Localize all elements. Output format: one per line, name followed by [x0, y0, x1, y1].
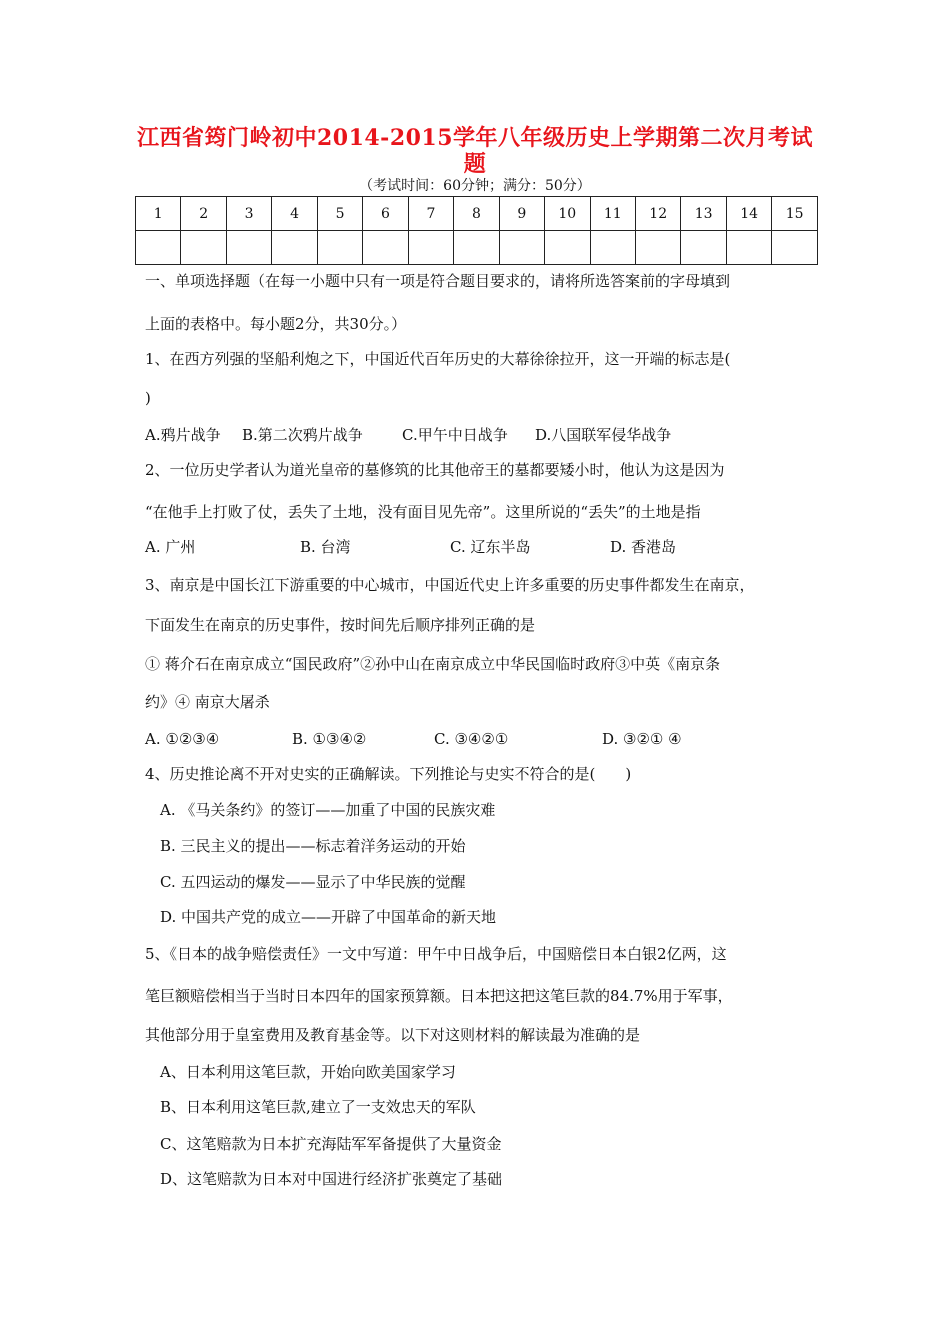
q5-stem-line2: 笔巨额赔偿相当于当时日本四年的国家预算额。日本把这把这笔巨款的84.7%用于军事，: [145, 987, 733, 1005]
answer-number-cell: 12: [635, 197, 680, 231]
q3-option-a[interactable]: A. ①②③④: [145, 730, 220, 748]
q3-stem-line1: 3、南京是中国长江下游重要的中心城市，中国近代史上许多重要的历史事件都发生在南京，: [145, 576, 755, 594]
answer-number-cell: 11: [590, 197, 635, 231]
answer-number-cell: 1: [136, 197, 181, 231]
answer-table-blank-row: [136, 231, 818, 265]
q5-option-c[interactable]: C、这笔赔款为日本扩充海陆军军备提供了大量资金: [160, 1135, 502, 1153]
exam-title-line2: 题: [463, 151, 487, 177]
q1-option-d[interactable]: D.八国联军侵华战争: [535, 426, 672, 444]
answer-blank-cell[interactable]: [136, 231, 181, 265]
q2-options: [145, 537, 676, 557]
answer-number-cell: 9: [499, 197, 544, 231]
q1-option-c[interactable]: C.甲午中日战争: [402, 426, 508, 444]
answer-number-cell: 10: [545, 197, 590, 231]
section-heading-line2: 上面的表格中。每小题2分，共30分。）: [145, 315, 407, 333]
q4-option-d[interactable]: D. 中国共产党的成立——开辟了中国革命的新天地: [160, 908, 497, 926]
q5-option-a[interactable]: A、日本利用这笔巨款，开始向欧美国家学习: [160, 1063, 456, 1081]
answer-blank-cell[interactable]: [726, 231, 771, 265]
answer-blank-cell[interactable]: [499, 231, 544, 265]
answer-table: [135, 196, 818, 265]
answer-table-number-row: [136, 197, 818, 231]
answer-blank-cell[interactable]: [226, 231, 271, 265]
answer-blank-cell[interactable]: [635, 231, 680, 265]
q5-stem-line3: 其他部分用于皇室费用及教育基金等。以下对这则材料的解读最为准确的是: [145, 1026, 641, 1044]
q4-option-b[interactable]: B. 三民主义的提出——标志着洋务运动的开始: [160, 837, 466, 855]
q1-stem-line1: 1、在西方列强的坚船利炮之下，中国近代百年历史的大幕徐徐拉开，这一开端的标志是(: [145, 350, 731, 368]
answer-number-cell: 13: [681, 197, 726, 231]
q4-stem: 4、历史推论离不开对史实的正确解读。下列推论与史实不符合的是( ): [145, 765, 632, 783]
q4-option-a[interactable]: A. 《马关条约》的签订——加重了中国的民族灾难: [160, 801, 496, 819]
section-heading-line1: 一、单项选择题（在每一小题中只有一项是符合题目要求的，请将所选答案前的字母填到: [145, 272, 731, 290]
answer-blank-cell[interactable]: [681, 231, 726, 265]
q2-option-c[interactable]: C. 辽东半岛: [450, 538, 531, 556]
q5-option-d[interactable]: D、这笔赔款为日本对中国进行经济扩张奠定了基础: [160, 1170, 503, 1188]
exam-title-line1: 江西省筠门岭初中2014-2015学年八年级历史上学期第二次月考试: [136, 125, 814, 151]
q3-option-d[interactable]: D. ③②① ④: [602, 730, 682, 748]
q2-option-a[interactable]: A. 广州: [145, 538, 196, 556]
q3-stem-line3: ① 蒋介石在南京成立“国民政府”②孙中山在南京成立中华民国临时政府③中英《南京条: [145, 655, 721, 673]
q4-option-c[interactable]: C. 五四运动的爆发——显示了中华民族的觉醒: [160, 873, 466, 891]
answer-blank-cell[interactable]: [772, 231, 818, 265]
q3-stem-line4: 约》④ 南京大屠杀: [145, 693, 270, 711]
answer-number-cell: 7: [408, 197, 453, 231]
answer-blank-cell[interactable]: [454, 231, 499, 265]
q3-option-b[interactable]: B. ①③④②: [292, 730, 367, 748]
answer-blank-cell[interactable]: [590, 231, 635, 265]
answer-number-cell: 3: [226, 197, 271, 231]
q2-stem-line2: “在他手上打败了仗，丢失了土地，没有面目见先帝”。这里所说的“丢失”的土地是指: [145, 503, 701, 521]
answer-number-cell: 8: [454, 197, 499, 231]
q1-option-a[interactable]: A.鸦片战争: [145, 426, 221, 444]
answer-blank-cell[interactable]: [408, 231, 453, 265]
q2-stem-line1: 2、一位历史学者认为道光皇帝的墓修筑的比其他帝王的墓都要矮小时，他认为这是因为: [145, 461, 725, 479]
answer-blank-cell[interactable]: [181, 231, 226, 265]
exam-subtitle: （考试时间：60分钟；满分：50分）: [359, 178, 591, 194]
q5-stem-line1: 5、《日本的战争赔偿责任》一文中写道：甲午中日战争后，中国赔偿日本白银2亿两，这: [145, 945, 727, 963]
answer-number-cell: 5: [317, 197, 362, 231]
answer-number-cell: 15: [772, 197, 818, 231]
q3-stem-line2: 下面发生在南京的历史事件，按时间先后顺序排列正确的是: [145, 616, 536, 634]
answer-blank-cell[interactable]: [545, 231, 590, 265]
q3-options: [145, 729, 682, 749]
q1-option-b[interactable]: B.第二次鸦片战争: [242, 426, 363, 444]
q2-option-d[interactable]: D. 香港岛: [610, 538, 677, 556]
answer-blank-cell[interactable]: [317, 231, 362, 265]
answer-number-cell: 2: [181, 197, 226, 231]
answer-blank-cell[interactable]: [272, 231, 317, 265]
answer-number-cell: 6: [363, 197, 408, 231]
q3-option-c[interactable]: C. ③④②①: [434, 730, 509, 748]
answer-number-cell: 4: [272, 197, 317, 231]
q1-options: [145, 425, 671, 445]
answer-number-cell: 14: [726, 197, 771, 231]
answer-blank-cell[interactable]: [363, 231, 408, 265]
q2-option-b[interactable]: B. 台湾: [300, 538, 351, 556]
q1-stem-line2: ): [145, 389, 151, 407]
q5-option-b[interactable]: B、日本利用这笔巨款,建立了一支效忠天的军队: [160, 1098, 476, 1116]
